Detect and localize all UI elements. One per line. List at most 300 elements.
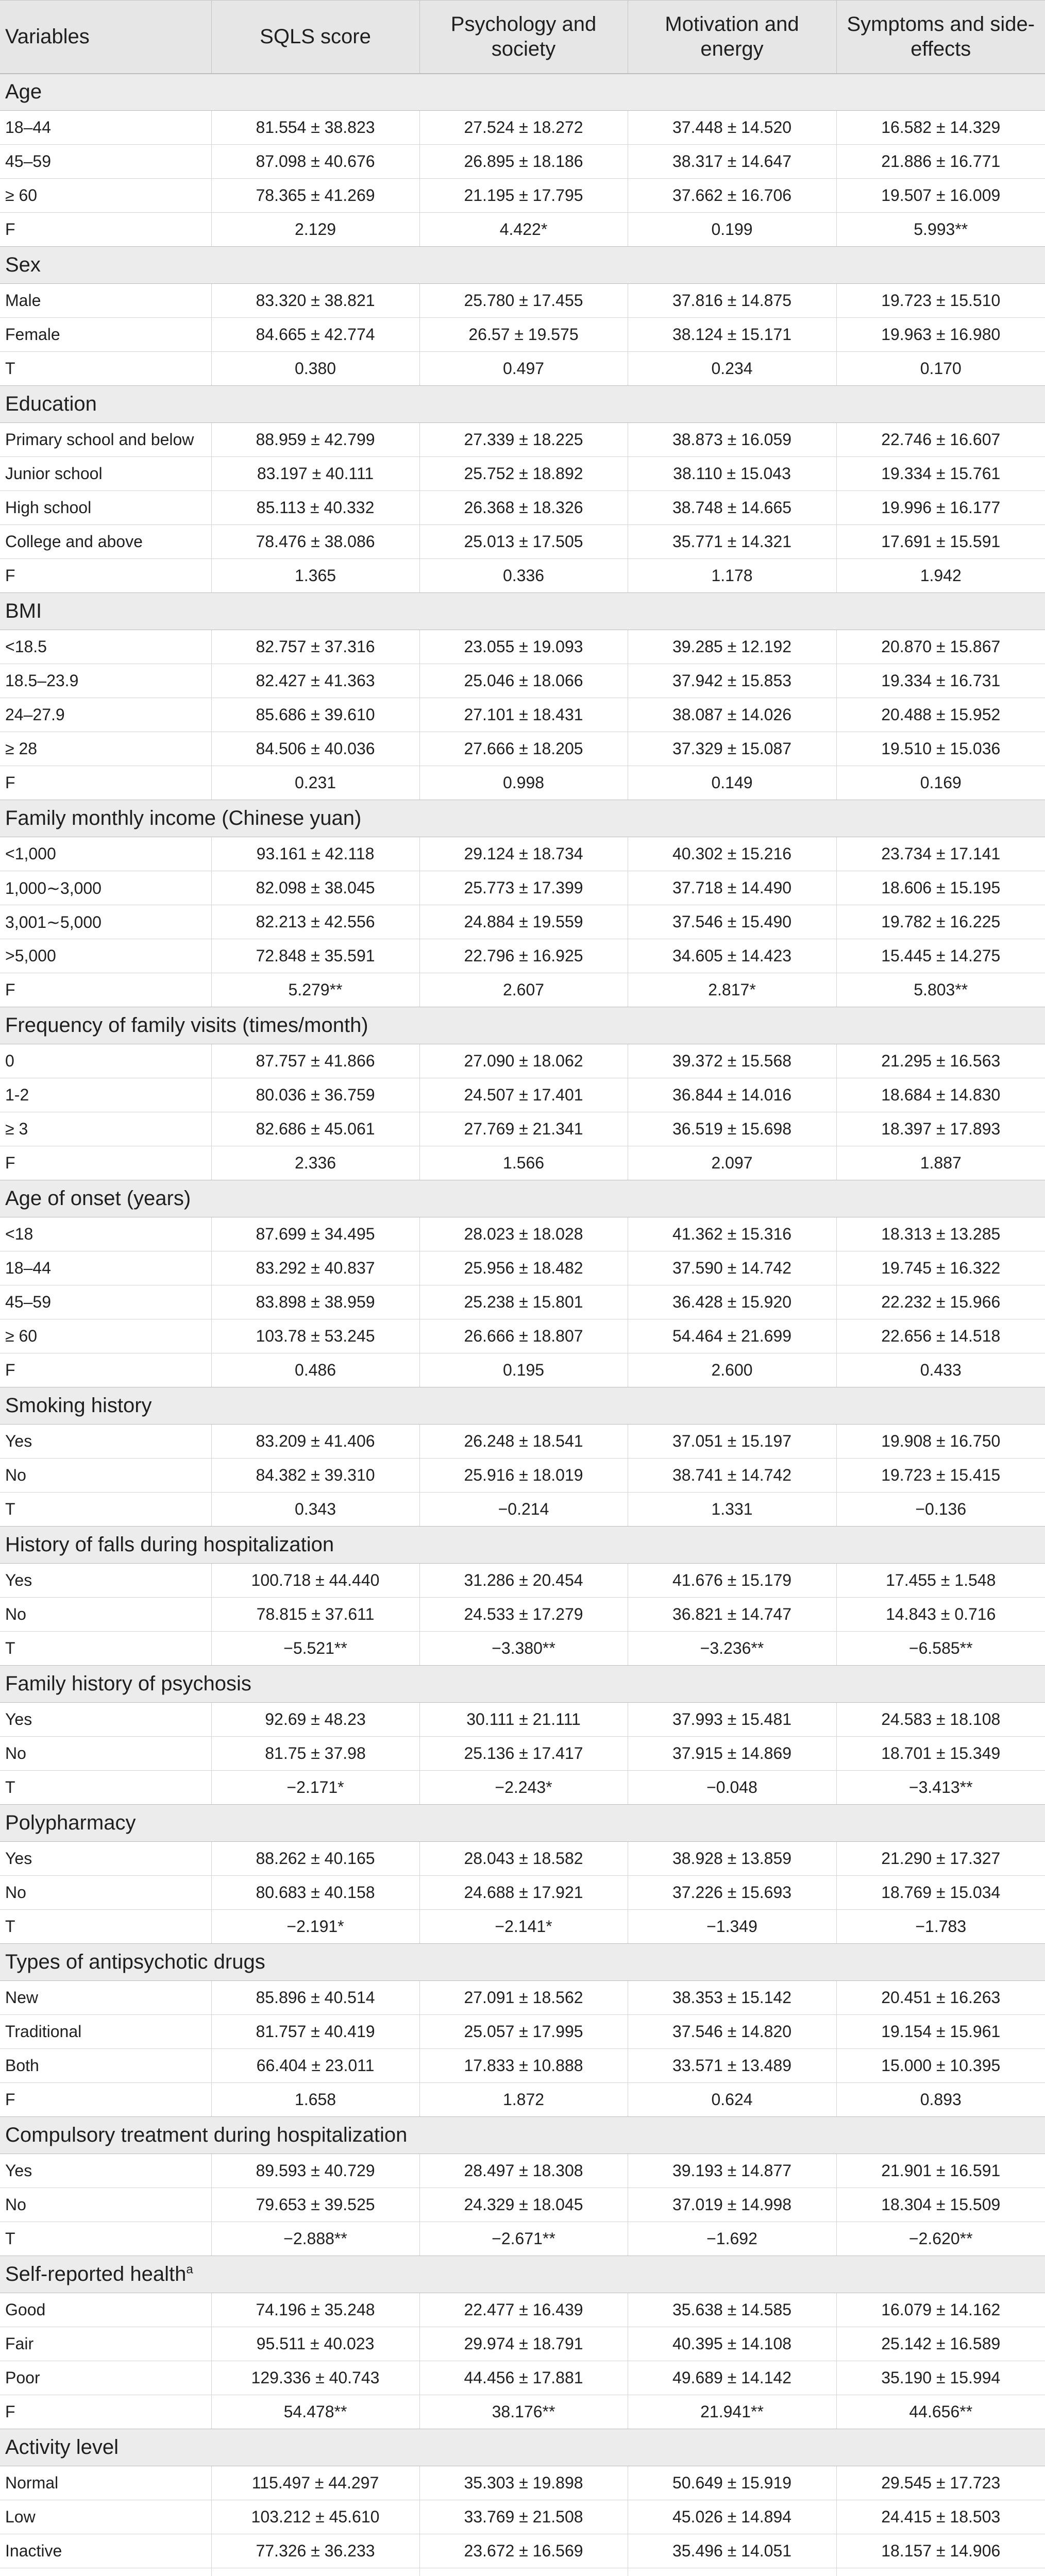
table-cell: 1.658 bbox=[211, 2083, 419, 2117]
section-header-row bbox=[0, 1180, 1045, 1217]
table-cell: 36.519 ± 15.698 bbox=[628, 1112, 836, 1146]
table-cell: 44.456 ± 17.881 bbox=[419, 2361, 628, 2395]
table-cell: 83.898 ± 38.959 bbox=[211, 1285, 419, 1319]
table-row bbox=[0, 1771, 1045, 1805]
table-cell: 37.329 ± 15.087 bbox=[628, 732, 836, 766]
table-cell: 35.496 ± 14.051 bbox=[628, 2534, 836, 2568]
section-title-text: Age bbox=[5, 80, 42, 104]
section-title-text: Types of antipsychotic drugs bbox=[5, 1951, 265, 1973]
table-cell: 27.091 ± 18.562 bbox=[419, 1981, 628, 2015]
section-title bbox=[0, 2117, 1045, 2154]
table-cell: 0.497 bbox=[419, 352, 628, 386]
table-cell: 41.676 ± 15.179 bbox=[628, 1564, 836, 1598]
table-cell: 35.771 ± 14.321 bbox=[628, 525, 836, 559]
table-cell: 29.124 ± 18.734 bbox=[419, 837, 628, 871]
table-cell: −0.136 bbox=[836, 1493, 1045, 1527]
row-label: T bbox=[0, 1493, 211, 1527]
table-cell: 0.380 bbox=[211, 352, 419, 386]
table-cell: −1.692 bbox=[628, 2222, 836, 2256]
table-cell: 88.262 ± 40.165 bbox=[211, 1842, 419, 1876]
section-header-row bbox=[0, 386, 1045, 423]
table-row bbox=[0, 1842, 1045, 1876]
table-cell: 24.583 ± 18.108 bbox=[836, 1703, 1045, 1737]
table-cell: 22.656 ± 14.518 bbox=[836, 1319, 1045, 1353]
table-row bbox=[0, 145, 1045, 179]
table-row bbox=[0, 1425, 1045, 1459]
table-cell: 39.285 ± 12.192 bbox=[628, 630, 836, 664]
table-cell: 26.57 ± 19.575 bbox=[419, 318, 628, 352]
table-cell: −6.585** bbox=[836, 1632, 1045, 1666]
section-title-text: Family monthly income (Chinese yuan) bbox=[5, 807, 362, 829]
table-cell: 37.915 ± 14.869 bbox=[628, 1737, 836, 1771]
table-cell: 19.723 ± 15.510 bbox=[836, 284, 1045, 318]
row-label: 3,001∼5,000 bbox=[0, 905, 211, 939]
table-row bbox=[0, 1876, 1045, 1910]
table-cell: 19.510 ± 15.036 bbox=[836, 732, 1045, 766]
table-cell: 100.718 ± 44.440 bbox=[211, 1564, 419, 1598]
table-cell: −2.243* bbox=[419, 1771, 628, 1805]
section-header-row bbox=[0, 1387, 1045, 1425]
table-cell: 25.013 ± 17.505 bbox=[419, 525, 628, 559]
table-cell: 0.433 bbox=[836, 1353, 1045, 1387]
table-cell: −2.141* bbox=[419, 1910, 628, 1944]
table-cell: 1.872 bbox=[419, 2083, 628, 2117]
table-cell: 0.195 bbox=[419, 1353, 628, 1387]
table-cell: 19.963 ± 16.980 bbox=[836, 318, 1045, 352]
table-cell: 33.769 ± 21.508 bbox=[419, 2500, 628, 2534]
table-cell: −2.888** bbox=[211, 2222, 419, 2256]
table-cell: 25.916 ± 18.019 bbox=[419, 1459, 628, 1493]
header-sqls-score: SQLS score bbox=[211, 1, 419, 74]
table-cell: 4.422* bbox=[419, 213, 628, 247]
table-cell: 35.190 ± 15.994 bbox=[836, 2361, 1045, 2395]
table-cell: 24.533 ± 17.279 bbox=[419, 1598, 628, 1632]
table-cell: 2.097 bbox=[628, 1146, 836, 1180]
table-cell: 85.686 ± 39.610 bbox=[211, 698, 419, 732]
section-header-row bbox=[0, 1944, 1045, 1981]
table-cell: 82.686 ± 45.061 bbox=[211, 1112, 419, 1146]
row-label: F bbox=[0, 1146, 211, 1180]
row-label: 1,000∼3,000 bbox=[0, 871, 211, 905]
table-cell: 54.464 ± 21.699 bbox=[628, 1319, 836, 1353]
header-row bbox=[0, 1, 1045, 74]
table-cell: 5.993** bbox=[836, 213, 1045, 247]
table-cell: 23.672 ± 16.569 bbox=[419, 2534, 628, 2568]
section-title bbox=[0, 74, 1045, 111]
table-row bbox=[0, 2015, 1045, 2049]
table-row bbox=[0, 318, 1045, 352]
table-row bbox=[0, 1251, 1045, 1285]
table-cell: 35.303 ± 19.898 bbox=[419, 2466, 628, 2500]
section-title bbox=[0, 1944, 1045, 1981]
table-cell: 29.974 ± 18.791 bbox=[419, 2327, 628, 2361]
table-cell: 34.605 ± 14.423 bbox=[628, 939, 836, 973]
row-label: F bbox=[0, 2083, 211, 2117]
row-label: ≥ 3 bbox=[0, 1112, 211, 1146]
table-cell: 26.895 ± 18.186 bbox=[419, 145, 628, 179]
table-cell: 49.689 ± 14.142 bbox=[628, 2361, 836, 2395]
table-row bbox=[0, 698, 1045, 732]
row-label: T bbox=[0, 1910, 211, 1944]
table-cell: 78.815 ± 37.611 bbox=[211, 1598, 419, 1632]
table-cell: 25.956 ± 18.482 bbox=[419, 1251, 628, 1285]
row-label: Yes bbox=[0, 2154, 211, 2188]
table-row bbox=[0, 111, 1045, 145]
section-header-row bbox=[0, 1666, 1045, 1703]
section-title-text: Education bbox=[5, 393, 97, 415]
table-cell: 18.313 ± 13.285 bbox=[836, 1217, 1045, 1251]
table-row bbox=[0, 766, 1045, 800]
table-cell: 95.511 ± 40.023 bbox=[211, 2327, 419, 2361]
row-label: 0 bbox=[0, 1044, 211, 1078]
table-cell: 17.833 ± 10.888 bbox=[419, 2049, 628, 2083]
table-cell: 83.320 ± 38.821 bbox=[211, 284, 419, 318]
row-label: T bbox=[0, 1632, 211, 1666]
table-cell: 84.665 ± 42.774 bbox=[211, 318, 419, 352]
section-title-text: Activity level bbox=[5, 2436, 119, 2459]
table-row bbox=[0, 2188, 1045, 2222]
row-label: Good bbox=[0, 2293, 211, 2327]
table-cell: 38.741 ± 14.742 bbox=[628, 1459, 836, 1493]
table-cell: 26.248 ± 18.541 bbox=[419, 1425, 628, 1459]
table-row bbox=[0, 525, 1045, 559]
table-cell: 44.656** bbox=[836, 2395, 1045, 2429]
table-cell: 21.941** bbox=[628, 2395, 836, 2429]
table-cell: 88.959 ± 42.799 bbox=[211, 423, 419, 457]
table-cell: 15.000 ± 10.395 bbox=[836, 2049, 1045, 2083]
table-cell: 0.234 bbox=[628, 352, 836, 386]
row-label: Yes bbox=[0, 1425, 211, 1459]
table-row bbox=[0, 2395, 1045, 2429]
section-header-row bbox=[0, 74, 1045, 111]
table-cell: 17.455 ± 1.548 bbox=[836, 1564, 1045, 1598]
row-label: 1-2 bbox=[0, 1078, 211, 1112]
table-cell: 115.497 ± 44.297 bbox=[211, 2466, 419, 2500]
row-label: No bbox=[0, 1459, 211, 1493]
row-label: ≥ 60 bbox=[0, 1319, 211, 1353]
row-label: New bbox=[0, 1981, 211, 2015]
row-label: High school bbox=[0, 491, 211, 525]
table-row bbox=[0, 179, 1045, 213]
table-cell: −3.380** bbox=[419, 1632, 628, 1666]
table-cell: 25.136 ± 17.417 bbox=[419, 1737, 628, 1771]
table-cell: 37.448 ± 14.520 bbox=[628, 111, 836, 145]
table-cell: 37.993 ± 15.481 bbox=[628, 1703, 836, 1737]
table-cell: 93.161 ± 42.118 bbox=[211, 837, 419, 871]
section-title-text: Age of onset (years) bbox=[5, 1187, 191, 1210]
table-row bbox=[0, 905, 1045, 939]
table-cell: 1.365 bbox=[211, 559, 419, 593]
row-label: T bbox=[0, 352, 211, 386]
table-cell: −3.413** bbox=[836, 1771, 1045, 1805]
table-cell: 38.748 ± 14.665 bbox=[628, 491, 836, 525]
table-cell bbox=[211, 2568, 419, 2576]
table-cell: 0.998 bbox=[419, 766, 628, 800]
table-cell: 54.478** bbox=[211, 2395, 419, 2429]
table-row bbox=[0, 2500, 1045, 2534]
table-cell: 38.873 ± 16.059 bbox=[628, 423, 836, 457]
row-label: 45–59 bbox=[0, 1285, 211, 1319]
table-row bbox=[0, 457, 1045, 491]
table-cell: 40.302 ± 15.216 bbox=[628, 837, 836, 871]
section-title-text: Smoking history bbox=[5, 1394, 152, 1417]
table-cell: 79.653 ± 39.525 bbox=[211, 2188, 419, 2222]
section-title-text: Polypharmacy bbox=[5, 1811, 136, 1834]
table-cell: 0.169 bbox=[836, 766, 1045, 800]
table-row bbox=[0, 1703, 1045, 1737]
row-label: Normal bbox=[0, 2466, 211, 2500]
table-cell: 5.803** bbox=[836, 973, 1045, 1007]
table-row bbox=[0, 284, 1045, 318]
row-label: >5,000 bbox=[0, 939, 211, 973]
table-row bbox=[0, 1981, 1045, 2015]
table-row bbox=[0, 1285, 1045, 1319]
row-label: F bbox=[0, 766, 211, 800]
table-cell: 37.590 ± 14.742 bbox=[628, 1251, 836, 1285]
table-cell: 20.451 ± 16.263 bbox=[836, 1981, 1045, 2015]
table-cell: 0.893 bbox=[836, 2083, 1045, 2117]
table-cell: 38.087 ± 14.026 bbox=[628, 698, 836, 732]
table-cell: 2.336 bbox=[211, 1146, 419, 1180]
row-label: Male bbox=[0, 284, 211, 318]
row-label: T bbox=[0, 1771, 211, 1805]
table-cell: 18.701 ± 15.349 bbox=[836, 1737, 1045, 1771]
table-header bbox=[0, 1, 1045, 74]
table-cell: 103.78 ± 53.245 bbox=[211, 1319, 419, 1353]
table-cell: 18.304 ± 15.509 bbox=[836, 2188, 1045, 2222]
table-cell: 87.098 ± 40.676 bbox=[211, 145, 419, 179]
section-title-text: Self-reported health bbox=[5, 2263, 187, 2285]
row-label: T bbox=[0, 2222, 211, 2256]
table-cell: 22.746 ± 16.607 bbox=[836, 423, 1045, 457]
table-cell: 92.69 ± 48.23 bbox=[211, 1703, 419, 1737]
table-row bbox=[0, 2083, 1045, 2117]
table-row bbox=[0, 1112, 1045, 1146]
section-title-text: Compulsory treatment during hospitalization bbox=[5, 2124, 408, 2146]
table-cell: 18.397 ± 17.893 bbox=[836, 1112, 1045, 1146]
table-cell: 18.684 ± 14.830 bbox=[836, 1078, 1045, 1112]
table-cell: 2.817* bbox=[628, 973, 836, 1007]
table-cell: 40.395 ± 14.108 bbox=[628, 2327, 836, 2361]
table-cell: 84.382 ± 39.310 bbox=[211, 1459, 419, 1493]
table-cell: −2.171* bbox=[211, 1771, 419, 1805]
table-cell: 26.666 ± 18.807 bbox=[419, 1319, 628, 1353]
table-cell: 38.317 ± 14.647 bbox=[628, 145, 836, 179]
table-cell: 23.734 ± 17.141 bbox=[836, 837, 1045, 871]
table-row bbox=[0, 2534, 1045, 2568]
table-cell: 74.196 ± 35.248 bbox=[211, 2293, 419, 2327]
table-row bbox=[0, 1353, 1045, 1387]
table-row bbox=[0, 871, 1045, 905]
table-cell: 28.043 ± 18.582 bbox=[419, 1842, 628, 1876]
row-label bbox=[0, 2568, 211, 2576]
table-cell: 24.507 ± 17.401 bbox=[419, 1078, 628, 1112]
section-header-row bbox=[0, 247, 1045, 284]
table-cell: 82.757 ± 37.316 bbox=[211, 630, 419, 664]
section-title-text: Family history of psychosis bbox=[5, 1672, 251, 1695]
table-cell: 21.901 ± 16.591 bbox=[836, 2154, 1045, 2188]
table-cell: 0.336 bbox=[419, 559, 628, 593]
table-row bbox=[0, 1459, 1045, 1493]
table-cell: 22.796 ± 16.925 bbox=[419, 939, 628, 973]
section-title bbox=[0, 593, 1045, 630]
table-cell: 15.445 ± 14.275 bbox=[836, 939, 1045, 973]
section-title-superscript: a bbox=[186, 2262, 193, 2277]
table-cell: 82.213 ± 42.556 bbox=[211, 905, 419, 939]
table-cell: 66.404 ± 23.011 bbox=[211, 2049, 419, 2083]
table-cell: 16.582 ± 14.329 bbox=[836, 111, 1045, 145]
table-cell: 36.821 ± 14.747 bbox=[628, 1598, 836, 1632]
table-cell: 80.683 ± 40.158 bbox=[211, 1876, 419, 1910]
table-cell: 37.662 ± 16.706 bbox=[628, 179, 836, 213]
table-cell: 81.75 ± 37.98 bbox=[211, 1737, 419, 1771]
section-title bbox=[0, 2429, 1045, 2466]
table-cell: 1.942 bbox=[836, 559, 1045, 593]
table-cell: 28.497 ± 18.308 bbox=[419, 2154, 628, 2188]
table-row bbox=[0, 837, 1045, 871]
table-cell: 38.928 ± 13.859 bbox=[628, 1842, 836, 1876]
row-label: Inactive bbox=[0, 2534, 211, 2568]
table-cell: 25.142 ± 16.589 bbox=[836, 2327, 1045, 2361]
table-cell: 31.286 ± 20.454 bbox=[419, 1564, 628, 1598]
row-label: ≥ 60 bbox=[0, 179, 211, 213]
row-label: 18–44 bbox=[0, 1251, 211, 1285]
section-title bbox=[0, 1387, 1045, 1425]
section-title-text: Sex bbox=[5, 253, 41, 276]
table-cell: 24.329 ± 18.045 bbox=[419, 2188, 628, 2222]
table-cell: 87.699 ± 34.495 bbox=[211, 1217, 419, 1251]
table-row bbox=[0, 630, 1045, 664]
table-cell: 81.757 ± 40.419 bbox=[211, 2015, 419, 2049]
table-cell: 37.546 ± 14.820 bbox=[628, 2015, 836, 2049]
table-cell: 27.524 ± 18.272 bbox=[419, 111, 628, 145]
table-cell: 26.368 ± 18.326 bbox=[419, 491, 628, 525]
table-cell: 37.226 ± 15.693 bbox=[628, 1876, 836, 1910]
table-cell: 84.506 ± 40.036 bbox=[211, 732, 419, 766]
table-cell: 36.428 ± 15.920 bbox=[628, 1285, 836, 1319]
table-cell: 17.691 ± 15.591 bbox=[836, 525, 1045, 559]
table-cell bbox=[836, 2568, 1045, 2576]
section-title bbox=[0, 800, 1045, 837]
table-cell: 18.769 ± 15.034 bbox=[836, 1876, 1045, 1910]
row-label: F bbox=[0, 559, 211, 593]
section-title bbox=[0, 2256, 1045, 2293]
row-label: 18.5–23.9 bbox=[0, 664, 211, 698]
table-cell: 21.195 ± 17.795 bbox=[419, 179, 628, 213]
table-cell: 21.295 ± 16.563 bbox=[836, 1044, 1045, 1078]
table-cell: 37.019 ± 14.998 bbox=[628, 2188, 836, 2222]
table-cell: 87.757 ± 41.866 bbox=[211, 1044, 419, 1078]
section-header-row bbox=[0, 1007, 1045, 1044]
table-row bbox=[0, 2466, 1045, 2500]
table-cell: 25.780 ± 17.455 bbox=[419, 284, 628, 318]
table-cell: 1.331 bbox=[628, 1493, 836, 1527]
table-cell: 35.638 ± 14.585 bbox=[628, 2293, 836, 2327]
table-row bbox=[0, 1598, 1045, 1632]
table-row bbox=[0, 1493, 1045, 1527]
table-cell: 0.199 bbox=[628, 213, 836, 247]
row-label: Fair bbox=[0, 2327, 211, 2361]
table-cell: 0.486 bbox=[211, 1353, 419, 1387]
table-cell: −1.783 bbox=[836, 1910, 1045, 1944]
table-row bbox=[0, 732, 1045, 766]
table-row bbox=[0, 2293, 1045, 2327]
table-row bbox=[0, 423, 1045, 457]
section-title-text: Frequency of family visits (times/month) bbox=[5, 1014, 368, 1037]
table-cell: −3.236** bbox=[628, 1632, 836, 1666]
section-title bbox=[0, 1007, 1045, 1044]
row-label: <1,000 bbox=[0, 837, 211, 871]
table-row bbox=[0, 1146, 1045, 1180]
row-label: Yes bbox=[0, 1842, 211, 1876]
table-cell: 18.606 ± 15.195 bbox=[836, 871, 1045, 905]
row-label: F bbox=[0, 213, 211, 247]
table-cell: 78.476 ± 38.086 bbox=[211, 525, 419, 559]
section-header-row bbox=[0, 2429, 1045, 2466]
table-cell: 103.212 ± 45.610 bbox=[211, 2500, 419, 2534]
table-cell: 38.110 ± 15.043 bbox=[628, 457, 836, 491]
table-cell: 77.326 ± 36.233 bbox=[211, 2534, 419, 2568]
section-title-text: BMI bbox=[5, 600, 42, 622]
table-cell: 37.718 ± 14.490 bbox=[628, 871, 836, 905]
section-title-text: History of falls during hospitalization bbox=[5, 1533, 334, 1556]
table-row bbox=[0, 2361, 1045, 2395]
section-title bbox=[0, 1666, 1045, 1703]
table-row bbox=[0, 1078, 1045, 1112]
table-cell: −2.620** bbox=[836, 2222, 1045, 2256]
table-cell: 38.124 ± 15.171 bbox=[628, 318, 836, 352]
table-cell: 39.193 ± 14.877 bbox=[628, 2154, 836, 2188]
table-cell: 83.292 ± 40.837 bbox=[211, 1251, 419, 1285]
section-title bbox=[0, 386, 1045, 423]
section-title bbox=[0, 247, 1045, 284]
table-cell: 30.111 ± 21.111 bbox=[419, 1703, 628, 1737]
table-row bbox=[0, 1737, 1045, 1771]
table-cell: 19.334 ± 15.761 bbox=[836, 457, 1045, 491]
table-cell: 24.688 ± 17.921 bbox=[419, 1876, 628, 1910]
table-row bbox=[0, 213, 1045, 247]
section-header-row bbox=[0, 1527, 1045, 1564]
row-label: F bbox=[0, 1353, 211, 1387]
table-cell: 27.101 ± 18.431 bbox=[419, 698, 628, 732]
table-cell: 38.353 ± 15.142 bbox=[628, 1981, 836, 2015]
table-cell: 25.238 ± 15.801 bbox=[419, 1285, 628, 1319]
table-cell: 19.334 ± 16.731 bbox=[836, 664, 1045, 698]
table-cell: 28.023 ± 18.028 bbox=[419, 1217, 628, 1251]
row-label: <18.5 bbox=[0, 630, 211, 664]
table-cell: 25.773 ± 17.399 bbox=[419, 871, 628, 905]
row-label: Both bbox=[0, 2049, 211, 2083]
table-body bbox=[0, 74, 1045, 2576]
row-label: Low bbox=[0, 2500, 211, 2534]
section-header-row bbox=[0, 2256, 1045, 2293]
table-cell: 33.571 ± 13.489 bbox=[628, 2049, 836, 2083]
table-cell: 23.055 ± 19.093 bbox=[419, 630, 628, 664]
table-cell: 25.046 ± 18.066 bbox=[419, 664, 628, 698]
table-cell: 72.848 ± 35.591 bbox=[211, 939, 419, 973]
table-cell: −2.191* bbox=[211, 1910, 419, 1944]
table-cell: 22.232 ± 15.966 bbox=[836, 1285, 1045, 1319]
row-label: No bbox=[0, 2188, 211, 2222]
table-cell: 19.507 ± 16.009 bbox=[836, 179, 1045, 213]
header-variables: Variables bbox=[0, 1, 211, 74]
table-cell: 16.079 ± 14.162 bbox=[836, 2293, 1045, 2327]
table-cell: 0.170 bbox=[836, 352, 1045, 386]
table-cell: 83.209 ± 41.406 bbox=[211, 1425, 419, 1459]
table-row bbox=[0, 2049, 1045, 2083]
table-cell: 21.886 ± 16.771 bbox=[836, 145, 1045, 179]
row-label: F bbox=[0, 2395, 211, 2429]
